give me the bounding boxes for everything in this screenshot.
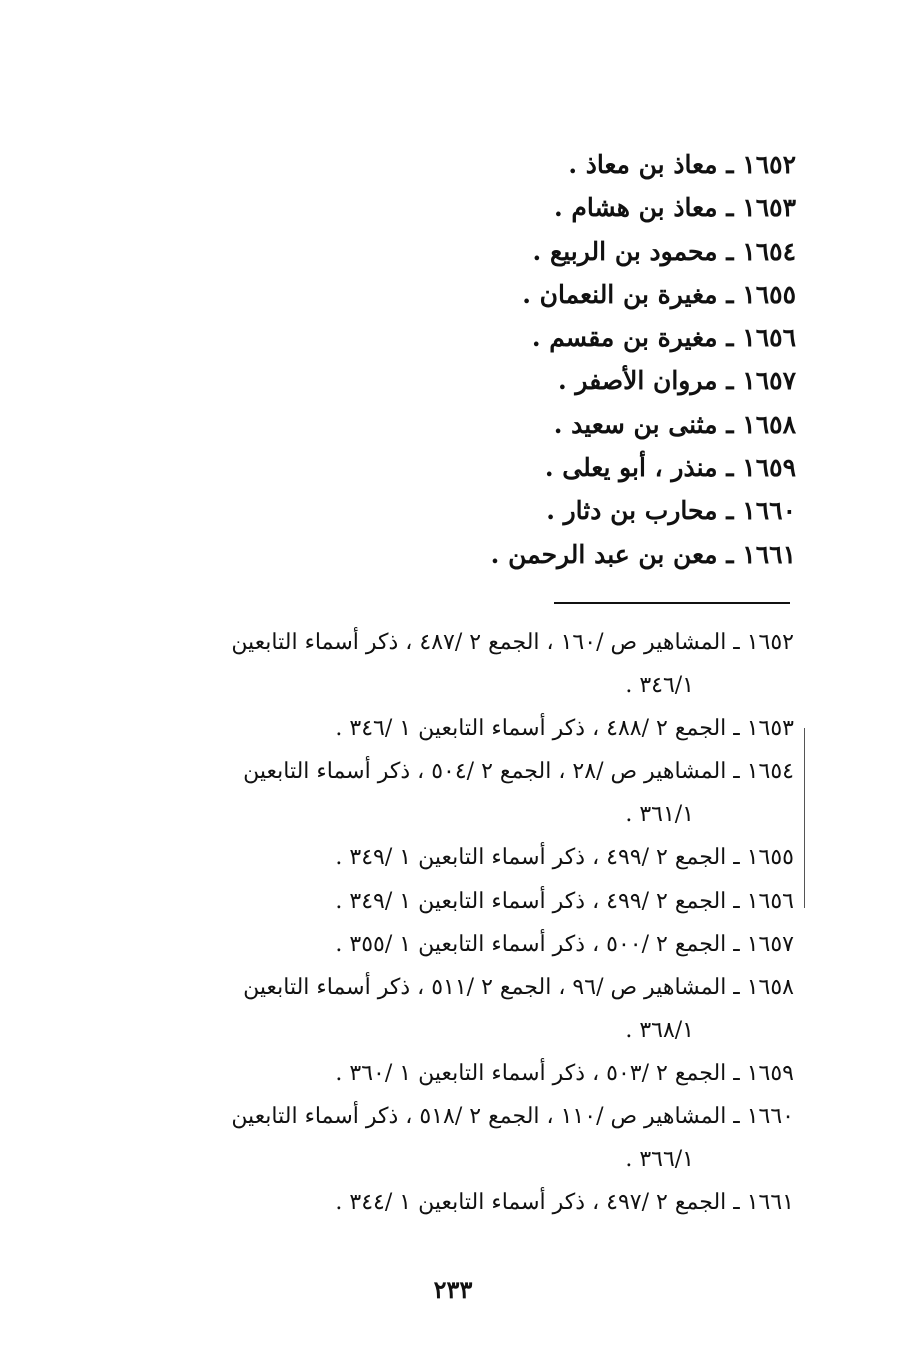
footnote-item bbox=[104, 621, 794, 707]
footnote-item bbox=[104, 923, 794, 966]
footnote-continuation: ٣٦١/١ . bbox=[625, 802, 694, 828]
footnote-continuation: ٣٦٦/١ . bbox=[625, 1147, 694, 1173]
page-number: ٢٣٣ bbox=[433, 1275, 473, 1304]
footnote-line: ١٦٥٦ ـ الجمع ٢ /٤٩٩ ، ذكر أسماء التابعين ١ /٣٤٩ . bbox=[335, 888, 794, 914]
entry-item: ١٦٥٣ ـ معاذ بن هشام . bbox=[553, 193, 796, 223]
footnote-item bbox=[104, 1052, 794, 1095]
entry-item: ١٦٥٥ ـ مغيرة بن النعمان . bbox=[522, 279, 796, 309]
entry-item: ١٦٥٦ ـ مغيرة بن مقسم . bbox=[531, 323, 796, 353]
entry-list bbox=[316, 143, 796, 576]
footnote-continuation: ٣٤٦/١ . bbox=[625, 673, 694, 699]
footnote-line: ١٦٥٧ ـ الجمع ٢ /٥٠٠ ، ذكر أسماء التابعين ١ /٣٥٥ . bbox=[335, 931, 794, 957]
entry-item: ١٦٥٢ ـ معاذ بن معاذ . bbox=[568, 150, 796, 179]
margin-line bbox=[804, 728, 805, 908]
footnote-line: ١٦٥٢ ـ المشاهير ص /١٦٠ ، الجمع ٢ /٤٨٧ ، ذكر أسماء التابعين bbox=[231, 630, 794, 655]
footnote-continuation: ٣٦٨/١ . bbox=[625, 1017, 694, 1043]
entry-item: ١٦٥٩ ـ منذر ، أبو يعلى . bbox=[544, 453, 796, 483]
footnote-item bbox=[104, 1181, 794, 1224]
entry-item: ١٦٦١ ـ معن بن عبد الرحمن . bbox=[490, 539, 796, 569]
footnote-line: ١٦٥٩ ـ الجمع ٢ /٥٠٣ ، ذكر أسماء التابعين ١ /٣٦٠ . bbox=[335, 1060, 794, 1086]
footnote-line: ١٦٥٤ ـ المشاهير ص /٢٨ ، الجمع ٢ /٥٠٤ ، ذكر أسماء التابعين bbox=[243, 759, 794, 785]
entry-item: ١٦٦٠ ـ محارب بن دثار . bbox=[546, 496, 796, 526]
footnote-separator bbox=[554, 602, 790, 604]
entry-item: ١٦٥٨ ـ مثنى بن سعيد . bbox=[553, 409, 796, 439]
footnote-item bbox=[104, 750, 794, 836]
footnote-item bbox=[104, 1095, 794, 1181]
footnote-line: ١٦٥٨ ـ المشاهير ص /٩٦ ، الجمع ٢ /٥١١ ، ذكر أسماء التابعين bbox=[243, 974, 794, 1000]
footnote-line: ١٦٥٥ ـ الجمع ٢ /٤٩٩ ، ذكر أسماء التابعين ١ /٣٤٩ . bbox=[335, 845, 794, 871]
footnote-line: ١٦٦٠ ـ المشاهير ص /١١٠ ، الجمع ٢ /٥١٨ ، ذكر أسماء التابعين bbox=[231, 1104, 794, 1130]
footnote-list bbox=[104, 621, 794, 1224]
footnote-item bbox=[104, 707, 794, 750]
footnote-item bbox=[104, 836, 794, 879]
entry-item: ١٦٥٧ ـ مروان الأصفر . bbox=[558, 366, 796, 396]
entry-item: ١٦٥٤ ـ محمود بن الربيع . bbox=[532, 236, 796, 266]
footnote-line: ١٦٦١ ـ الجمع ٢ /٤٩٧ ، ذكر أسماء التابعين ١ /٣٤٤ . bbox=[335, 1190, 794, 1216]
footnote-item bbox=[104, 880, 794, 923]
footnote-item bbox=[104, 966, 794, 1052]
footnote-line: ١٦٥٣ ـ الجمع ٢ /٤٨٨ ، ذكر أسماء التابعين ١ /٣٤٦ . bbox=[335, 716, 794, 742]
